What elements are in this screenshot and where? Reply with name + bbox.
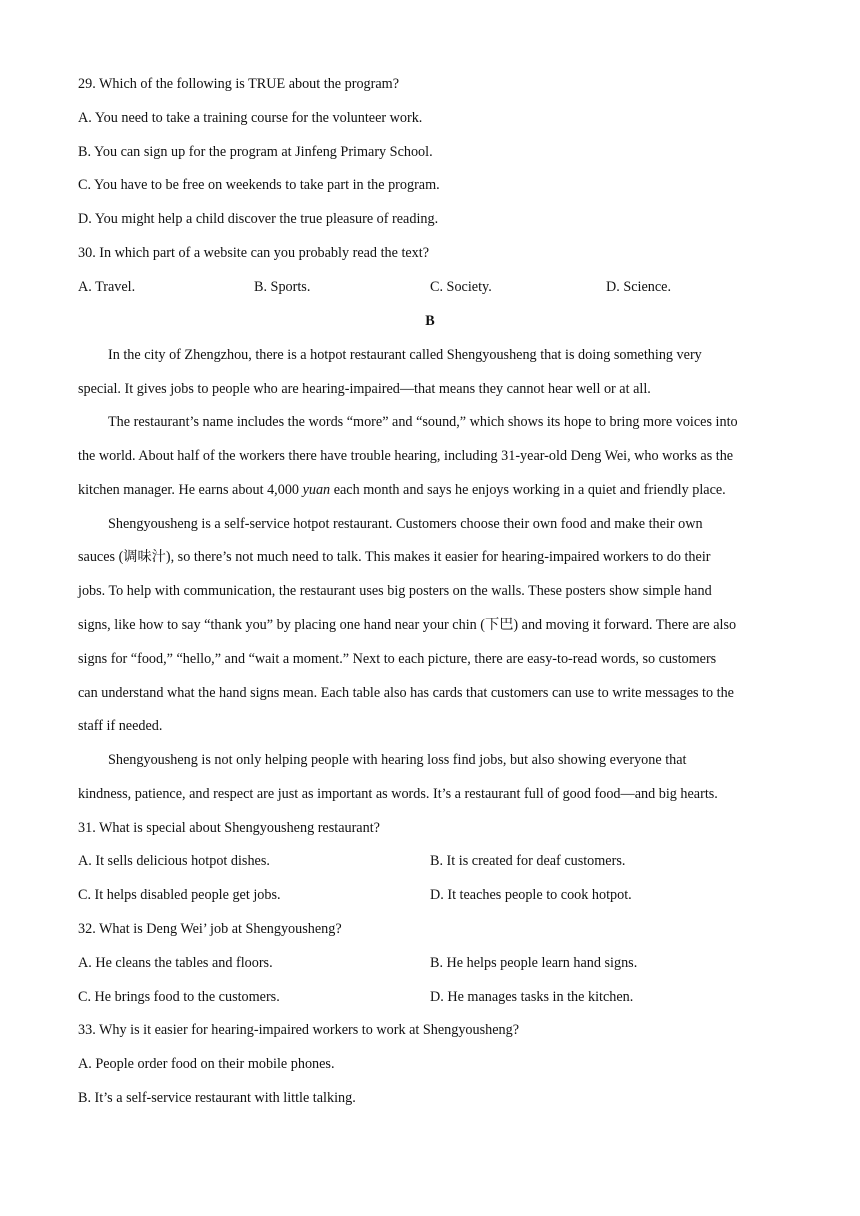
q31-option-b: B. It is created for deaf customers. <box>430 853 626 869</box>
q31-option-a: A. It sells delicious hotpot dishes. <box>78 853 270 869</box>
passage-text: kitchen manager. He earns about 4,000 <box>78 482 303 498</box>
q32-option-a: A. He cleans the tables and floors. <box>78 955 273 971</box>
currency-word: yuan <box>302 482 331 498</box>
q31-option-d: D. It teaches people to cook hotpot. <box>430 887 632 903</box>
q33-option-a: A. People order food on their mobile phones. <box>78 1056 335 1072</box>
passage-line: Shengyousheng is a self-service hotpot restaurant. Customers choose their own food and make their own <box>108 516 703 532</box>
q30-option-a: A. Travel. <box>78 279 136 295</box>
passage-line <box>78 481 726 499</box>
section-b-heading: B <box>425 313 435 329</box>
q31-option-c: C. It helps disabled people get jobs. <box>78 887 281 903</box>
passage-line: signs for “food,” “hello,” and “wait a moment.” Next to each picture, there are easy-to-read words, so customers <box>78 651 717 667</box>
q29-option-a: A. You need to take a training course for the volunteer work. <box>78 110 423 126</box>
q29-option-c: C. You have to be free on weekends to take part in the program. <box>78 177 440 193</box>
q33-option-b: B. It’s a self-service restaurant with little talking. <box>78 1090 356 1106</box>
q29-option-b: B. You can sign up for the program at Jinfeng Primary School. <box>78 144 433 160</box>
question-31: 31. What is special about Shengyousheng restaurant? <box>78 820 380 836</box>
passage-line: staff if needed. <box>78 718 163 734</box>
passage-line: The restaurant’s name includes the words “more” and “sound,” which shows its hope to bring more voices into <box>108 414 738 430</box>
passage-line: jobs. To help with communication, the restaurant uses big posters on the walls. These posters show simple hand <box>78 583 712 599</box>
passage-line: special. It gives jobs to people who are hearing-impaired—that means they cannot hear well or at all. <box>78 381 651 397</box>
passage-line: Shengyousheng is not only helping people with hearing loss find jobs, but also showing everyone that <box>108 752 687 768</box>
passage-line: In the city of Zhengzhou, there is a hotpot restaurant called Shengyousheng that is doing something very <box>108 347 702 363</box>
q32-option-d: D. He manages tasks in the kitchen. <box>430 989 634 1005</box>
question-33: 33. Why is it easier for hearing-impaired workers to work at Shengyousheng? <box>78 1022 520 1038</box>
question-29: 29. Which of the following is TRUE about the program? <box>78 76 399 92</box>
q30-option-d: D. Science. <box>606 279 672 295</box>
question-30: 30. In which part of a website can you probably read the text? <box>78 245 430 261</box>
passage-line: signs, like how to say “thank you” by placing one hand near your chin (下巴) and moving it forward. There are also <box>78 617 737 633</box>
q30-option-c: C. Society. <box>430 279 492 295</box>
passage-text: each month and says he enjoys working in a quiet and friendly place. <box>330 482 726 498</box>
q29-option-d: D. You might help a child discover the true pleasure of reading. <box>78 211 439 227</box>
passage-line: can understand what the hand signs mean. Each table also has cards that customers can use to write messages to the <box>78 685 734 701</box>
q32-option-c: C. He brings food to the customers. <box>78 989 280 1005</box>
passage-line: kindness, patience, and respect are just as important as words. It’s a restaurant full of good food—and big hearts. <box>78 786 718 802</box>
passage-line: sauces (调味汁), so there’s not much need to talk. This makes it easier for hearing-impaired workers to do their <box>78 549 711 565</box>
passage-line: the world. About half of the workers there have trouble hearing, including 31-year-old Deng Wei, who works as the <box>78 448 734 464</box>
q32-option-b: B. He helps people learn hand signs. <box>430 955 638 971</box>
question-32: 32. What is Deng Wei’ job at Shengyousheng? <box>78 921 342 937</box>
q30-option-b: B. Sports. <box>254 279 311 295</box>
